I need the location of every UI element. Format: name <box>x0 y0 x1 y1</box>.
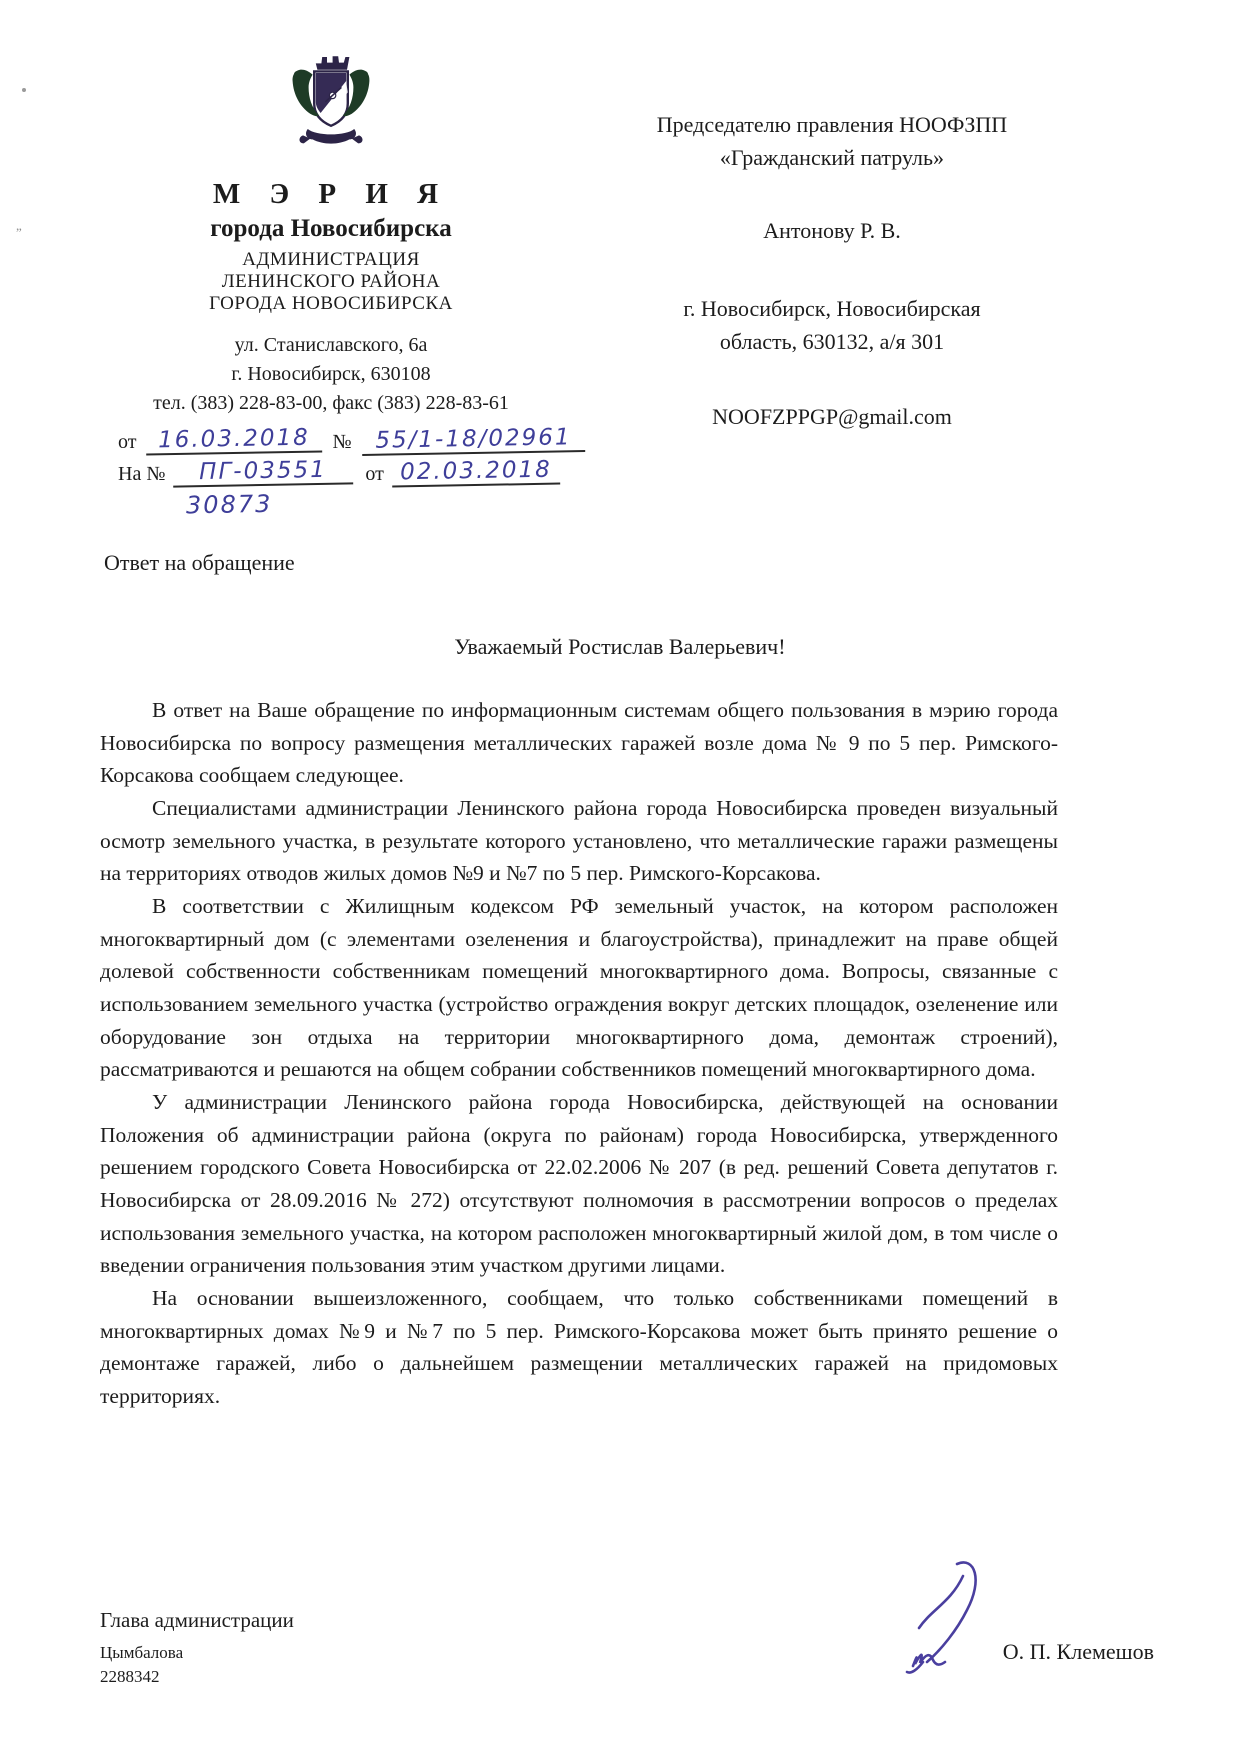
reply-to-label: На № <box>118 463 166 485</box>
incoming-reference-line <box>118 456 566 486</box>
body-paragraph: У администрации Ленинского района города Новосибирска, действующей на основании Положения об администрации района (округа по районам) города Новосибирска, утвержденного решением городского Совета Новосибирска от 22.02.2006 № 207 (в ред. решений Совета депутатов г. Новосибирска от 28.09.2016 № 272) отсутствуют полномочия в рассмотрении вопросов о пределах использования земельного участка, на котором расположен многоквартирный жилой дом, в том числе о введении ограничения пользования этим участком другими лицами. <box>100 1090 1058 1278</box>
letter-body <box>100 694 1058 1413</box>
executor-phone: 2288342 <box>100 1667 160 1686</box>
org-name-line2: города Новосибирска <box>210 215 452 242</box>
salutation: Уважаемый Ростислав Валерьевич! <box>454 634 786 659</box>
body-paragraph: На основании вышеизложенного, сообщаем, что только собственниками помещений в многоквартирных домах №9 и №7 по 5 пер. Римского-Корсакова может быть принято решение о демонтаже гаражей, либо о дальнейшем размещении металлических гаражей на придомовых территориях. <box>100 1286 1058 1409</box>
recipient-title-line2: «Гражданский патруль» <box>719 145 945 170</box>
body-paragraph: В ответ на Ваше обращение по информационным системам общего пользования в мэрию города Новосибирска по вопросу размещения металлических гаражей возле дома № 9 по 5 пер. Римского-Корсакова сообщаем следующее. <box>100 698 1058 788</box>
org-name-line4: ЛЕНИНСКОГО РАЙОНА <box>221 271 441 292</box>
body-paragraph: Специалистами администрации Ленинского района города Новосибирска проведен визуальный осмотр земельного участка, в результате которого установлено, что металлические гаражи размещены на территориях отводов жилых домов №9 и №7 по 5 пер. Римского-Корсакова. <box>100 796 1058 886</box>
outgoing-date-handwritten: 16.03.2018 <box>146 426 322 455</box>
recipient-address-line2: область, 630132, а/я 301 <box>719 329 945 354</box>
handwritten-signature-icon <box>879 1558 1009 1688</box>
signatory-right <box>879 1616 1154 1688</box>
signature-block <box>100 1608 1154 1688</box>
novosibirsk-coat-of-arms-icon <box>279 48 383 170</box>
org-address-line3: тел. (383) 228-83-00, факс (383) 228-83-61 <box>153 392 509 414</box>
org-address-line1: ул. Станиславского, 6а <box>234 334 428 356</box>
org-address-line2: г. Новосибирск, 630108 <box>231 363 431 385</box>
letterhead <box>96 48 572 520</box>
scan-speck <box>22 88 26 92</box>
from-label: от <box>118 431 137 453</box>
outgoing-number-handwritten: 55/1-18/02961 <box>361 426 584 456</box>
incoming-number-handwritten: ПГ-03551 <box>173 458 353 487</box>
org-name-line3: АДМИНИСТРАЦИЯ <box>242 249 420 270</box>
scan-speck: „ <box>16 218 22 233</box>
number-label: № <box>332 431 352 453</box>
recipient-name: Антонову Р. В. <box>763 218 901 243</box>
letter-subject: Ответ на обращение <box>104 550 295 575</box>
signatory-position: Глава администрации <box>100 1608 294 1632</box>
signatory-left <box>100 1608 294 1687</box>
outgoing-reference-line <box>118 424 572 454</box>
incoming-date-handwritten: 02.03.2018 <box>392 459 560 488</box>
recipient-email: NOOFZPPGP@gmail.com <box>712 404 952 429</box>
letter-header <box>0 0 1240 520</box>
body-paragraph: В соответствии с Жилищным кодексом РФ земельный участок, на котором расположен многоквартирный дом (с элементами озеленения и благоустройства), принадлежит на праве общей долевой собственности собственникам помещений многоквартирного дома. Вопросы, связанные с использованием земельного участка (устройство ограждения вокруг детских площадок, озеленение или оборудование зон отдыха на территории многоквартирного дома, демонтаж строений), рассматриваются и решаются на общем собрании собственников помещений многоквартирного дома. <box>100 894 1058 1082</box>
org-name-line5: ГОРОДА НОВОСИБИРСКА <box>209 293 453 314</box>
recipient-address-line1: г. Новосибирск, Новосибирская <box>683 296 981 321</box>
recipient-title-line1: Председателю правления НООФЗПП <box>656 112 1008 137</box>
recipient-block <box>592 108 1072 430</box>
org-name-line1: М Э Р И Я <box>212 178 450 210</box>
reply-from-label: от <box>365 463 384 485</box>
signer-name: О. П. Клемешов <box>1002 1639 1154 1664</box>
reference-block <box>96 424 572 520</box>
executor-name: Цымбалова <box>100 1643 184 1662</box>
extra-number-handwritten: 30873 <box>185 489 273 520</box>
